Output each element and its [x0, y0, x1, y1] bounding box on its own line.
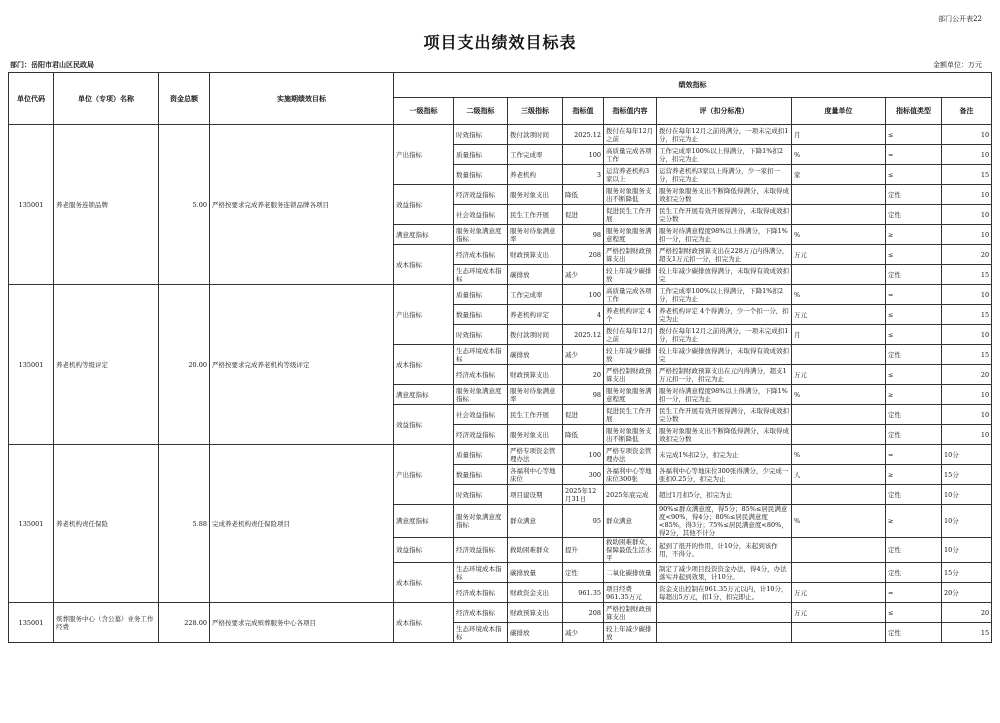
- level2-indicator: 质量指标: [454, 285, 508, 305]
- project-name: 养老服务连锁品牌: [54, 125, 159, 285]
- level1-indicator: 成本指标: [394, 345, 454, 385]
- level1-indicator: 满意度指标: [394, 385, 454, 405]
- level3-indicator: 碳排放量: [508, 563, 563, 583]
- indicator-value: 100: [563, 445, 604, 465]
- measure-unit: [792, 265, 886, 285]
- indicator-value: 促进: [563, 405, 604, 425]
- measure-unit: [792, 185, 886, 205]
- indicator-value: 减少: [563, 623, 604, 643]
- value-type: 定性: [886, 345, 942, 365]
- level3-indicator: 救助困难群众: [508, 538, 563, 563]
- note: 15: [942, 623, 992, 643]
- level2-indicator: 经济成本指标: [454, 365, 508, 385]
- note: 15: [942, 265, 992, 285]
- indicator-content: 运营养老机构3家以上: [604, 165, 657, 185]
- fund-amount: 228.00: [159, 603, 210, 643]
- indicator-content: 服务对象服务支出不断降低: [604, 185, 657, 205]
- value-type: ≥: [886, 505, 942, 538]
- indicator-value: 3: [563, 165, 604, 185]
- level3-indicator: 严格专项资金管理办法: [508, 445, 563, 465]
- level2-indicator: 质量指标: [454, 445, 508, 465]
- indicator-content: 养老机构评定 4个: [604, 305, 657, 325]
- value-type: 定性: [886, 538, 942, 563]
- scoring-standard: 起到了很开的作用，计10分，未起到该作用，不得分。: [657, 538, 792, 563]
- level3-indicator: 服务对待象满意率: [508, 225, 563, 245]
- measure-unit: [792, 425, 886, 445]
- measure-unit: [792, 405, 886, 425]
- level1-indicator: 成本指标: [394, 245, 454, 285]
- measure-unit: [792, 205, 886, 225]
- measure-unit: 万元: [792, 583, 886, 603]
- indicator-content: 二氧化碳排放量: [604, 563, 657, 583]
- level2-indicator: 生态环境成本指标: [454, 265, 508, 285]
- note: 10: [942, 125, 992, 145]
- value-type: ≤: [886, 365, 942, 385]
- scoring-standard: 未完成1%扣2分，扣完为止: [657, 445, 792, 465]
- note: 20: [942, 245, 992, 265]
- level1-indicator: 产出指标: [394, 445, 454, 505]
- note: 10: [942, 145, 992, 165]
- note: 15: [942, 305, 992, 325]
- level3-indicator: 服务对象支出: [508, 185, 563, 205]
- header-scoring: 评（扣分标准）: [657, 98, 792, 125]
- note: 15: [942, 165, 992, 185]
- indicator-content: 各福利中心等地床位300张: [604, 465, 657, 485]
- performance-table: [8, 72, 992, 643]
- note: 20分: [942, 583, 992, 603]
- value-type: =: [886, 445, 942, 465]
- indicator-value: 定性: [563, 563, 604, 583]
- scoring-standard: 工作完成率100%以上得满分，下降1%扣2分，扣完为止: [657, 285, 792, 305]
- level1-indicator: 满意度指标: [394, 505, 454, 538]
- note: 10分: [942, 445, 992, 465]
- performance-goal: 完成养老机构责任保险项目: [210, 445, 394, 603]
- measure-unit: 家: [792, 165, 886, 185]
- note: 10: [942, 425, 992, 445]
- indicator-value: 208: [563, 603, 604, 623]
- project-name: 殡葬服务中心（含公墓）业务工作经费: [54, 603, 159, 643]
- measure-unit: 月: [792, 325, 886, 345]
- header-note: 备注: [942, 98, 992, 125]
- measure-unit: %: [792, 145, 886, 165]
- scoring-standard: 服务对象服务支出不断降低得满分，未取得成效扣完分数: [657, 185, 792, 205]
- value-type: ≥: [886, 225, 942, 245]
- level2-indicator: 经济效益指标: [454, 185, 508, 205]
- level1-indicator: 效益指标: [394, 538, 454, 563]
- header-level3: 三级指标: [508, 98, 563, 125]
- note: 15分: [942, 563, 992, 583]
- header-value-content: 指标值内容: [604, 98, 657, 125]
- indicator-content: 服务对象服务支出不断降低: [604, 425, 657, 445]
- level2-indicator: 时效指标: [454, 325, 508, 345]
- header-level2: 二级指标: [454, 98, 508, 125]
- level3-indicator: 服务对象支出: [508, 425, 563, 445]
- note: 15分: [942, 465, 992, 485]
- scoring-standard: 民生工作开展有效开展得满分，未取得成效扣完分数: [657, 405, 792, 425]
- indicator-value: 95: [563, 505, 604, 538]
- level2-indicator: 经济效益指标: [454, 425, 508, 445]
- note: 10: [942, 285, 992, 305]
- value-type: ≤: [886, 245, 942, 265]
- indicator-content: 高质量完成各项工作: [604, 285, 657, 305]
- fund-amount: 20.00: [159, 285, 210, 445]
- level3-indicator: 民生工作开展: [508, 405, 563, 425]
- indicator-content: 严格专项资金管理办法: [604, 445, 657, 465]
- level3-indicator: 财政预算支出: [508, 603, 563, 623]
- value-type: 定性: [886, 185, 942, 205]
- indicator-content: 高质量完成各项工作: [604, 145, 657, 165]
- measure-unit: 人: [792, 465, 886, 485]
- level2-indicator: 经济效益指标: [454, 538, 508, 563]
- scoring-standard: [657, 623, 792, 643]
- unit-code: 135001: [9, 603, 54, 643]
- header-value: 指标值: [563, 98, 604, 125]
- indicator-value: 减少: [563, 345, 604, 365]
- performance-goal: 严格按要求完成养老服务连锁品牌各项目: [210, 125, 394, 285]
- level3-indicator: 服务对待象满意率: [508, 385, 563, 405]
- value-type: ≤: [886, 325, 942, 345]
- measure-unit: [792, 623, 886, 643]
- header-goal: 实施期绩效目标: [210, 73, 394, 125]
- level3-indicator: 拨付款项时间: [508, 325, 563, 345]
- indicator-value: 20: [563, 365, 604, 385]
- level2-indicator: 数量指标: [454, 165, 508, 185]
- level3-indicator: 工作完成率: [508, 145, 563, 165]
- table-row: [9, 285, 992, 305]
- table-row: [9, 125, 992, 145]
- note: 15: [942, 345, 992, 365]
- indicator-value: 降低: [563, 425, 604, 445]
- scoring-standard: 较上年减少碳排放得满分，未取得有效成效扣完: [657, 265, 792, 285]
- note: 20: [942, 365, 992, 385]
- value-type: 定性: [886, 425, 942, 445]
- level2-indicator: 服务对象满意度指标: [454, 385, 508, 405]
- performance-goal: 严格按要求完成养老机构等级评定: [210, 285, 394, 445]
- scoring-standard: 养老机构评定 4个得满分，少一个扣一分，扣完为止: [657, 305, 792, 325]
- value-type: 定性: [886, 563, 942, 583]
- scoring-standard: 90%≤群众满意度，得5分；85%≤居民满意度<90%，得4分；80%≤居民满意度<85%，得3分；75%≤居民满意度<80%，得2分，其他不计分: [657, 505, 792, 538]
- scoring-standard: 拨付在每年12月之前得满分，一项未完成扣1分，扣完为止: [657, 325, 792, 345]
- level3-indicator: 养老机构评定: [508, 305, 563, 325]
- value-type: =: [886, 583, 942, 603]
- measure-unit: [792, 345, 886, 365]
- measure-unit: 万元: [792, 245, 886, 265]
- value-type: 定性: [886, 623, 942, 643]
- note: 10分: [942, 538, 992, 563]
- indicator-content: 拨付在每年12月之前: [604, 125, 657, 145]
- indicator-content: 较上年减少碳排放: [604, 345, 657, 365]
- value-type: ≥: [886, 465, 942, 485]
- level1-indicator: 效益指标: [394, 405, 454, 445]
- scoring-standard: 超过1月扣5分，扣完为止: [657, 485, 792, 505]
- measure-unit: %: [792, 445, 886, 465]
- value-type: =: [886, 145, 942, 165]
- indicator-value: 100: [563, 285, 604, 305]
- indicator-content: 2025年底完成: [604, 485, 657, 505]
- level1-indicator: 产出指标: [394, 285, 454, 345]
- measure-unit: %: [792, 225, 886, 245]
- measure-unit: %: [792, 385, 886, 405]
- scoring-standard: [657, 603, 792, 623]
- value-type: =: [886, 285, 942, 305]
- value-type: ≤: [886, 603, 942, 623]
- scoring-standard: 严格控制财政预算支出在228万元内得满分，超支1万元扣一分，扣完为止: [657, 245, 792, 265]
- measure-unit: [792, 538, 886, 563]
- indicator-value: 降低: [563, 185, 604, 205]
- level1-indicator: 效益指标: [394, 185, 454, 225]
- level2-indicator: 时效指标: [454, 125, 508, 145]
- indicator-value: 961.35: [563, 583, 604, 603]
- value-type: 定性: [886, 265, 942, 285]
- indicator-value: 98: [563, 385, 604, 405]
- fund-amount: 5.88: [159, 445, 210, 603]
- form-number: 部门公开表22: [938, 15, 982, 23]
- indicator-value: 促进: [563, 205, 604, 225]
- measure-unit: 万元: [792, 365, 886, 385]
- note: 10: [942, 225, 992, 245]
- currency-unit-label: 金额单位：万元: [933, 61, 982, 69]
- level2-indicator: 经济成本指标: [454, 245, 508, 265]
- level3-indicator: 拨付款项时间: [508, 125, 563, 145]
- scoring-standard: 拨付在每年12月之前得满分，一项未完成扣1分，扣完为止: [657, 125, 792, 145]
- scoring-standard: 民生工作开展有效开展得满分，未取得成效扣完分数: [657, 205, 792, 225]
- indicator-content: 较上年减少碳排放: [604, 265, 657, 285]
- level2-indicator: 生态环境成本指标: [454, 345, 508, 365]
- measure-unit: [792, 563, 886, 583]
- indicator-value: 2025.12: [563, 125, 604, 145]
- level2-indicator: 经济成本指标: [454, 603, 508, 623]
- value-type: 定性: [886, 205, 942, 225]
- indicator-value: 98: [563, 225, 604, 245]
- level1-indicator: 满意度指标: [394, 225, 454, 245]
- value-type: ≤: [886, 125, 942, 145]
- level1-indicator: 成本指标: [394, 563, 454, 603]
- level3-indicator: 各福利中心等地床位: [508, 465, 563, 485]
- measure-unit: 万元: [792, 603, 886, 623]
- table-body: [9, 125, 992, 643]
- project-name: 养老机构等级评定: [54, 285, 159, 445]
- fund-amount: 5.00: [159, 125, 210, 285]
- level1-indicator: 产出指标: [394, 125, 454, 185]
- level2-indicator: 质量指标: [454, 145, 508, 165]
- note: 10: [942, 385, 992, 405]
- note: 10: [942, 205, 992, 225]
- level3-indicator: 财政资金支出: [508, 583, 563, 603]
- note: 10: [942, 405, 992, 425]
- scoring-standard: 较上年减少碳排放得满分，未取得有效成效扣完: [657, 345, 792, 365]
- level2-indicator: 社会效益指标: [454, 405, 508, 425]
- indicator-content: 严格控制财政预算支出: [604, 245, 657, 265]
- performance-goal: 严格按要求完成殡葬服务中心各项目: [210, 603, 394, 643]
- level2-indicator: 数量指标: [454, 465, 508, 485]
- note: 20: [942, 603, 992, 623]
- value-type: ≤: [886, 165, 942, 185]
- scoring-standard: 服务对待满意程度98%以上得满分，下降1%扣一分，扣完为止: [657, 225, 792, 245]
- level3-indicator: 财政预算支出: [508, 365, 563, 385]
- level3-indicator: 群众满意: [508, 505, 563, 538]
- indicator-value: 100: [563, 145, 604, 165]
- scoring-standard: 服务对待满意程度98%以上得满分，下降1%扣一分，扣完为止: [657, 385, 792, 405]
- level2-indicator: 服务对象满意度指标: [454, 225, 508, 245]
- indicator-value: 300: [563, 465, 604, 485]
- note: 10: [942, 185, 992, 205]
- measure-unit: %: [792, 285, 886, 305]
- header-amount: 资金总额: [159, 73, 210, 125]
- note: 10分: [942, 485, 992, 505]
- scoring-standard: 服务对象服务支出不断降低得满分，未取得成效扣完分数: [657, 425, 792, 445]
- header-code: 单位代码: [9, 73, 54, 125]
- indicator-content: 服务对象服务满意程度: [604, 225, 657, 245]
- level2-indicator: 经济成本指标: [454, 583, 508, 603]
- level2-indicator: 社会效益指标: [454, 205, 508, 225]
- header-level1: 一级指标: [394, 98, 454, 125]
- scoring-standard: 工作完成率100%以上得满分，下降1%扣2分，扣完为止: [657, 145, 792, 165]
- unit-code: 135001: [9, 285, 54, 445]
- note: 10分: [942, 505, 992, 538]
- indicator-content: 拨付在每年12月之前: [604, 325, 657, 345]
- table-row: [9, 445, 992, 465]
- unit-code: 135001: [9, 125, 54, 285]
- indicator-content: 促进民生工作开展: [604, 405, 657, 425]
- indicator-value: 减少: [563, 265, 604, 285]
- value-type: ≥: [886, 385, 942, 405]
- level3-indicator: 民生工作开展: [508, 205, 563, 225]
- header-indicator-group: 绩效指标: [394, 73, 992, 98]
- level2-indicator: 生态环境成本指标: [454, 623, 508, 643]
- indicator-content: 服务对象服务满意程度: [604, 385, 657, 405]
- scoring-standard: 资金支出控制在961.35万元以内，计10分，每超出5万元，扣1分，扣完即止。: [657, 583, 792, 603]
- level2-indicator: 生态环境成本指标: [454, 563, 508, 583]
- measure-unit: 月: [792, 125, 886, 145]
- indicator-content: 群众满意: [604, 505, 657, 538]
- level1-indicator: 成本指标: [394, 603, 454, 643]
- indicator-content: 救助困难群众，保障最低生活水平: [604, 538, 657, 563]
- value-type: 定性: [886, 405, 942, 425]
- header-value-type: 指标值类型: [886, 98, 942, 125]
- level3-indicator: 养老机构: [508, 165, 563, 185]
- level3-indicator: 工作完成率: [508, 285, 563, 305]
- indicator-content: 较上年减少碳排放: [604, 623, 657, 643]
- level2-indicator: 服务对象满意度指标: [454, 505, 508, 538]
- scoring-standard: 制定了减少项目投资资金办法，得4分，办法落实并起到效果，计10分。: [657, 563, 792, 583]
- table-row: [9, 603, 992, 623]
- scoring-standard: 严格控制财政预算支出在元内得满分，超支1万元扣一分，扣完为止: [657, 365, 792, 385]
- header-measure-unit: 度量单位: [792, 98, 886, 125]
- measure-unit: %: [792, 505, 886, 538]
- indicator-value: 提升: [563, 538, 604, 563]
- level3-indicator: 项目建设期: [508, 485, 563, 505]
- indicator-value: 4: [563, 305, 604, 325]
- header-name: 单位（专项）名称: [54, 73, 159, 125]
- unit-code: 135001: [9, 445, 54, 603]
- scoring-standard: 各福利中心等地床位300张得满分，少完成一张扣0.25分，扣完为止: [657, 465, 792, 485]
- level3-indicator: 碳排放: [508, 345, 563, 365]
- indicator-value: 208: [563, 245, 604, 265]
- indicator-value: 2025.12: [563, 325, 604, 345]
- project-name: 养老机构责任保险: [54, 445, 159, 603]
- level3-indicator: 碳排放: [508, 265, 563, 285]
- value-type: 定性: [886, 485, 942, 505]
- measure-unit: [792, 485, 886, 505]
- value-type: ≤: [886, 305, 942, 325]
- level2-indicator: 时效指标: [454, 485, 508, 505]
- indicator-content: 严格控制财政预算支出: [604, 603, 657, 623]
- level2-indicator: 数量指标: [454, 305, 508, 325]
- page-title: 项目支出绩效目标表: [423, 33, 577, 52]
- note: 10: [942, 325, 992, 345]
- indicator-content: 严格控制财政预算支出: [604, 365, 657, 385]
- level3-indicator: 财政预算支出: [508, 245, 563, 265]
- indicator-content: 项目经费961.35万元: [604, 583, 657, 603]
- level3-indicator: 碳排放: [508, 623, 563, 643]
- scoring-standard: 运营养老机构3家以上得满分，少一家扣一分，扣完为止: [657, 165, 792, 185]
- indicator-value: 2025年12月31日: [563, 485, 604, 505]
- measure-unit: 万元: [792, 305, 886, 325]
- indicator-content: 促进民生工作开展: [604, 205, 657, 225]
- department-label: 部门：岳阳市君山区民政局: [10, 60, 94, 69]
